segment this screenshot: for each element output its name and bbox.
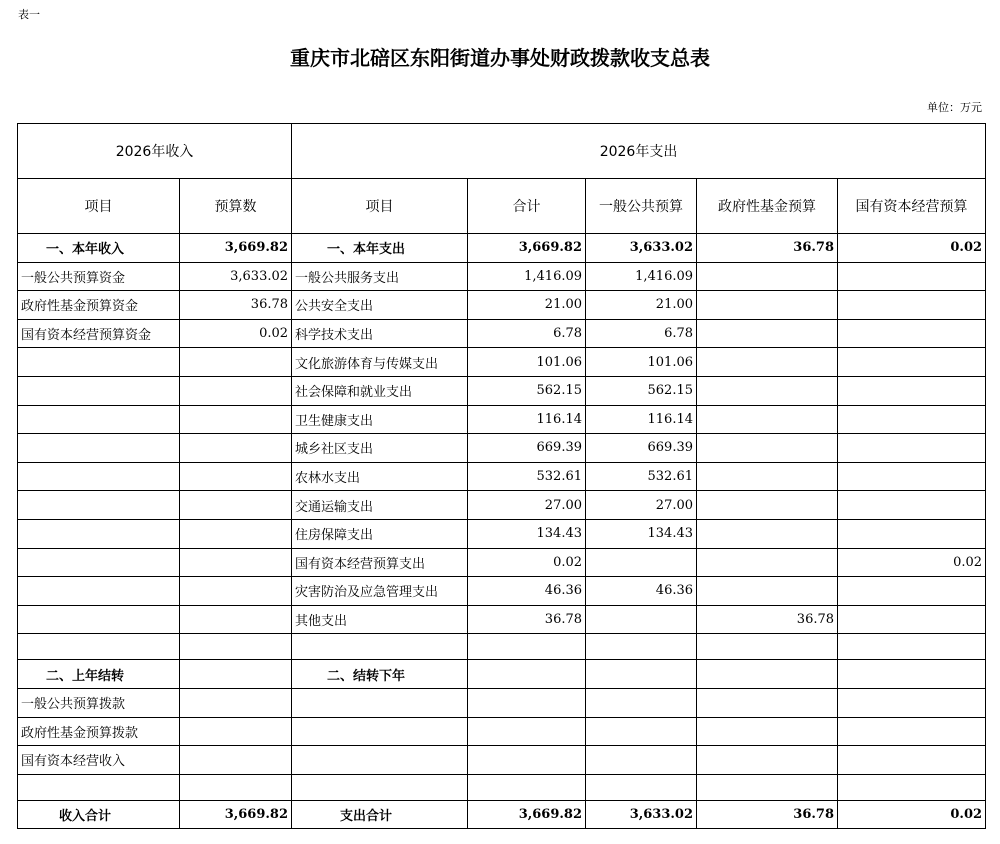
- state-capital-cell: [838, 746, 986, 775]
- fund-budget-cell: [697, 291, 838, 320]
- fund-budget-cell: [697, 262, 838, 291]
- general-budget-header: 一般公共预算: [586, 179, 697, 234]
- income-item-cell: [18, 462, 180, 491]
- state-capital-cell: [838, 605, 986, 634]
- expense-item-cell: 科学技术支出: [292, 319, 468, 348]
- fund-budget-header: 政府性基金预算: [697, 179, 838, 234]
- state-capital-cell: 0.02: [838, 234, 986, 263]
- budget-summary-table: [17, 123, 986, 829]
- income-item-cell: [18, 376, 180, 405]
- general-budget-cell: [586, 774, 697, 800]
- table-row: [18, 234, 986, 263]
- fund-budget-cell: [697, 717, 838, 746]
- expense-item-cell: 住房保障支出: [292, 519, 468, 548]
- expense-item-cell: 公共安全支出: [292, 291, 468, 320]
- income-budget-cell: [180, 405, 292, 434]
- fund-budget-cell: [697, 688, 838, 717]
- general-budget-cell: [586, 717, 697, 746]
- table-row: [18, 348, 986, 377]
- column-header-row: [18, 179, 986, 234]
- state-capital-cell: [838, 291, 986, 320]
- expense-item-header: 项目: [292, 179, 468, 234]
- fund-budget-cell: [697, 376, 838, 405]
- income-item-header: 项目: [18, 179, 180, 234]
- expense-item-cell: 一、本年支出: [292, 234, 468, 263]
- total-cell: [468, 774, 586, 800]
- fund-budget-cell: [697, 434, 838, 463]
- expense-item-cell: 农林水支出: [292, 462, 468, 491]
- state-capital-cell: [838, 519, 986, 548]
- expense-item-cell: 支出合计: [292, 800, 468, 829]
- general-budget-cell: 27.00: [586, 491, 697, 520]
- total-cell: 562.15: [468, 376, 586, 405]
- state-capital-cell: [838, 491, 986, 520]
- state-capital-cell: 0.02: [838, 548, 986, 577]
- group-header-row: [18, 124, 986, 179]
- income-budget-cell: [180, 434, 292, 463]
- income-budget-cell: [180, 491, 292, 520]
- table-row: [18, 774, 986, 800]
- table-row: [18, 262, 986, 291]
- income-item-cell: [18, 634, 180, 660]
- general-budget-cell: 562.15: [586, 376, 697, 405]
- general-budget-cell: 669.39: [586, 434, 697, 463]
- general-budget-cell: [586, 548, 697, 577]
- expense-item-cell: 社会保障和就业支出: [292, 376, 468, 405]
- fund-budget-cell: [697, 405, 838, 434]
- income-budget-cell: [180, 605, 292, 634]
- total-cell: 3,669.82: [468, 234, 586, 263]
- fund-budget-cell: [697, 491, 838, 520]
- income-item-cell: 政府性基金预算拨款: [18, 717, 180, 746]
- fund-budget-cell: 36.78: [697, 234, 838, 263]
- income-item-cell: [18, 548, 180, 577]
- fund-budget-cell: 36.78: [697, 800, 838, 829]
- general-budget-cell: 101.06: [586, 348, 697, 377]
- income-budget-cell: [180, 774, 292, 800]
- state-capital-cell: [838, 376, 986, 405]
- expense-item-cell: [292, 688, 468, 717]
- state-capital-header: 国有资本经营预算: [838, 179, 986, 234]
- expense-item-cell: 城乡社区支出: [292, 434, 468, 463]
- state-capital-cell: [838, 348, 986, 377]
- total-cell: 0.02: [468, 548, 586, 577]
- income-item-cell: [18, 491, 180, 520]
- income-item-cell: 国有资本经营预算资金: [18, 319, 180, 348]
- expense-item-cell: 国有资本经营预算支出: [292, 548, 468, 577]
- expense-item-cell: [292, 634, 468, 660]
- table-row: [18, 319, 986, 348]
- fund-budget-cell: [697, 519, 838, 548]
- income-budget-cell: [180, 634, 292, 660]
- state-capital-cell: [838, 634, 986, 660]
- general-budget-cell: [586, 660, 697, 689]
- state-capital-cell: 0.02: [838, 800, 986, 829]
- state-capital-cell: [838, 319, 986, 348]
- state-capital-cell: [838, 577, 986, 606]
- total-cell: 3,669.82: [468, 800, 586, 829]
- fund-budget-cell: [697, 746, 838, 775]
- total-cell: [468, 660, 586, 689]
- expense-item-cell: 文化旅游体育与传媒支出: [292, 348, 468, 377]
- state-capital-cell: [838, 660, 986, 689]
- income-item-cell: [18, 774, 180, 800]
- income-item-cell: 一般公共预算拨款: [18, 688, 180, 717]
- income-item-cell: [18, 519, 180, 548]
- total-cell: 532.61: [468, 462, 586, 491]
- general-budget-cell: 21.00: [586, 291, 697, 320]
- expense-item-cell: 二、结转下年: [292, 660, 468, 689]
- total-header: 合计: [468, 179, 586, 234]
- expense-item-cell: [292, 717, 468, 746]
- state-capital-cell: [838, 717, 986, 746]
- income-budget-cell: 3,669.82: [180, 234, 292, 263]
- fund-budget-cell: [697, 462, 838, 491]
- general-budget-cell: 3,633.02: [586, 234, 697, 263]
- income-item-cell: [18, 577, 180, 606]
- income-item-cell: 二、上年结转: [18, 660, 180, 689]
- income-budget-cell: [180, 462, 292, 491]
- income-item-cell: 收入合计: [18, 800, 180, 829]
- income-item-cell: [18, 405, 180, 434]
- income-budget-cell: [180, 688, 292, 717]
- total-cell: 6.78: [468, 319, 586, 348]
- expense-group-header: 2026年支出: [292, 124, 986, 179]
- income-budget-cell: [180, 519, 292, 548]
- table-row: [18, 376, 986, 405]
- fund-budget-cell: [697, 577, 838, 606]
- table-row: [18, 434, 986, 463]
- expense-item-cell: 卫生健康支出: [292, 405, 468, 434]
- table-row: [18, 660, 986, 689]
- state-capital-cell: [838, 462, 986, 491]
- general-budget-cell: 532.61: [586, 462, 697, 491]
- fund-budget-cell: [697, 660, 838, 689]
- table-row: [18, 491, 986, 520]
- income-item-cell: 一般公共预算资金: [18, 262, 180, 291]
- income-budget-cell: [180, 348, 292, 377]
- table-row: [18, 605, 986, 634]
- state-capital-cell: [838, 434, 986, 463]
- income-budget-cell: [180, 376, 292, 405]
- fund-budget-cell: [697, 348, 838, 377]
- total-cell: [468, 688, 586, 717]
- table-row: [18, 462, 986, 491]
- unit-label: 单位：万元: [927, 101, 982, 114]
- expense-item-cell: 一般公共服务支出: [292, 262, 468, 291]
- table-row: [18, 405, 986, 434]
- general-budget-cell: [586, 688, 697, 717]
- total-cell: 669.39: [468, 434, 586, 463]
- income-item-cell: [18, 434, 180, 463]
- income-budget-cell: [180, 660, 292, 689]
- state-capital-cell: [838, 262, 986, 291]
- expense-item-cell: [292, 774, 468, 800]
- general-budget-cell: 116.14: [586, 405, 697, 434]
- total-cell: 134.43: [468, 519, 586, 548]
- income-item-cell: [18, 348, 180, 377]
- table-row: [18, 548, 986, 577]
- table-row: [18, 717, 986, 746]
- table-row: [18, 634, 986, 660]
- income-item-cell: [18, 605, 180, 634]
- income-budget-cell: 3,633.02: [180, 262, 292, 291]
- table-row: [18, 577, 986, 606]
- income-budget-cell: 3,669.82: [180, 800, 292, 829]
- expense-item-cell: [292, 746, 468, 775]
- fund-budget-cell: [697, 634, 838, 660]
- income-budget-cell: [180, 717, 292, 746]
- total-cell: 21.00: [468, 291, 586, 320]
- income-budget-cell: [180, 577, 292, 606]
- total-cell: 101.06: [468, 348, 586, 377]
- general-budget-cell: [586, 605, 697, 634]
- income-item-cell: 国有资本经营收入: [18, 746, 180, 775]
- total-cell: 36.78: [468, 605, 586, 634]
- total-cell: [468, 717, 586, 746]
- total-cell: 46.36: [468, 577, 586, 606]
- table-row: [18, 519, 986, 548]
- general-budget-cell: 46.36: [586, 577, 697, 606]
- state-capital-cell: [838, 688, 986, 717]
- income-budget-cell: 0.02: [180, 319, 292, 348]
- fund-budget-cell: [697, 319, 838, 348]
- table-row: [18, 688, 986, 717]
- table-row: [18, 746, 986, 775]
- state-capital-cell: [838, 405, 986, 434]
- income-group-header: 2026年收入: [18, 124, 292, 179]
- fund-budget-cell: [697, 548, 838, 577]
- general-budget-cell: 1,416.09: [586, 262, 697, 291]
- expense-item-cell: 其他支出: [292, 605, 468, 634]
- total-cell: [468, 746, 586, 775]
- page-title: 重庆市北碚区东阳街道办事处财政拨款收支总表: [290, 46, 710, 70]
- income-budget-cell: 36.78: [180, 291, 292, 320]
- total-cell: 116.14: [468, 405, 586, 434]
- general-budget-cell: 3,633.02: [586, 800, 697, 829]
- table-row: [18, 800, 986, 829]
- total-cell: [468, 634, 586, 660]
- table-row: [18, 291, 986, 320]
- income-item-cell: 一、本年收入: [18, 234, 180, 263]
- income-budget-header: 预算数: [180, 179, 292, 234]
- expense-item-cell: 灾害防治及应急管理支出: [292, 577, 468, 606]
- income-budget-cell: [180, 548, 292, 577]
- general-budget-cell: 6.78: [586, 319, 697, 348]
- fund-budget-cell: 36.78: [697, 605, 838, 634]
- total-cell: 1,416.09: [468, 262, 586, 291]
- table-number-label: 表一: [18, 8, 40, 21]
- income-item-cell: 政府性基金预算资金: [18, 291, 180, 320]
- general-budget-cell: 134.43: [586, 519, 697, 548]
- fund-budget-cell: [697, 774, 838, 800]
- total-cell: 27.00: [468, 491, 586, 520]
- expense-item-cell: 交通运输支出: [292, 491, 468, 520]
- state-capital-cell: [838, 774, 986, 800]
- general-budget-cell: [586, 634, 697, 660]
- general-budget-cell: [586, 746, 697, 775]
- income-budget-cell: [180, 746, 292, 775]
